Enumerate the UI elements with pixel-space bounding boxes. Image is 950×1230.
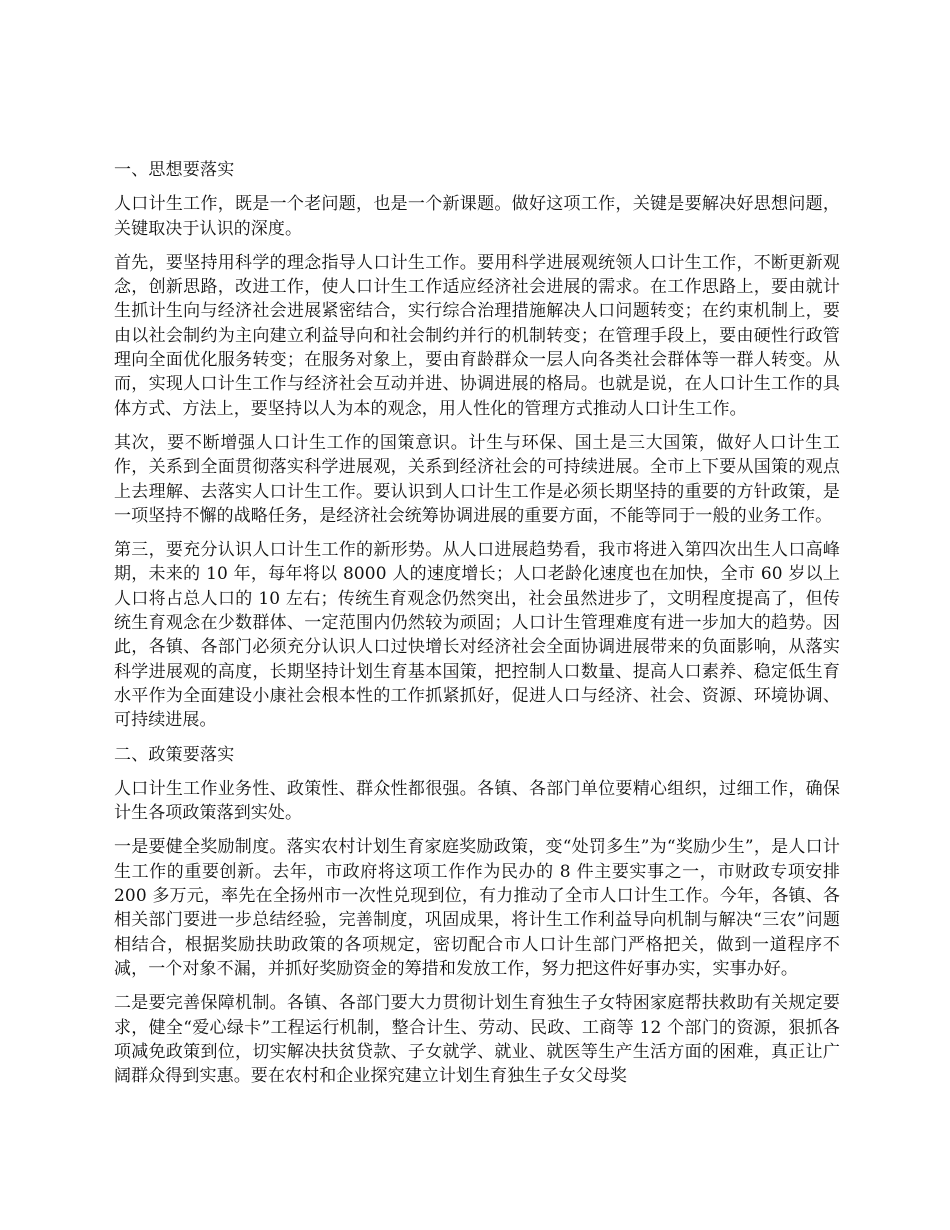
paragraph: 人口计生工作，既是一个老问题，也是一个新课题。做好这项工作，关键是要解决好思想问题，关键取决于认识的深度。 — [114, 194, 840, 239]
document-body — [114, 158, 840, 1098]
section-heading-policy: 二、政策要落实 — [114, 744, 235, 765]
paragraph: 一是要健全奖励制度。落实农村计划生育家庭奖励政策，变“处罚多生”为“奖励少生”，是人口计生工作的重要创新。去年，市政府将这项工作作为民办的 8 件主要实事之一，市财政专项安排 200 多万元，率先在全扬州市一次性兑现到位，有力推动了全市人口计生工作。今年，各镇、各相关部门要进一步总结经验，完善制度，巩固成果，将计生工作利益导向机制与解决“三农”问题相结合，根据奖励扶助政策的各项规定，密切配合市人口计生部门严格把关，做到一道程序不减，一个对象不漏，并抓好奖励资金的筹措和发放工作，努力把这件好事办实，实事办好。 — [114, 837, 840, 979]
section-heading-ideology: 一、思想要落实 — [114, 160, 235, 180]
paragraph: 首先，要坚持用科学的理念指导人口计生工作。要用科学进展观统领人口计生工作，不断更新观念，创新思路，改进工作，使人口计生工作适应经济社会进展的需求。在工作思路上，要由就计生抓计生向与经济社会进展紧密结合，实行综合治理措施解决人口问题转变；在约束机制上，要由以社会制约为主向建立利益导向和社会制约并行的机制转变；在管理手段上，要由硬性行政管理向全面优化服务转变；在服务对象上，要由育龄群众一层人向各类社会群体等一群人转变。从而，实现人口计生工作与经济社会互动并进、协调进展的格局。也就是说，在人口计生工作的具体方式、方法上，要坚持以人为本的观念，用人性化的管理方式推动人口计生工作。 — [114, 252, 840, 419]
paragraph: 人口计生工作业务性、政策性、群众性都很强。各镇、各部门单位要精心组织，过细工作，确保计生各项政策落到实处。 — [114, 778, 840, 824]
paragraph: 二是要完善保障机制。各镇、各部门要大力贯彻计划生育独生子女特困家庭帮扶救助有关规定要求，健全“爱心绿卡”工程运行机制，整合计生、劳动、民政、工商等 12 个部门的资源，狠抓各项减免政策到位，切实解决扶贫贷款、子女就学、就业、就医等生产生活方面的困难，真正让广阔群众得到实惠。要在农村和企业探究建立计划生育独生子女父母奖 — [114, 993, 840, 1087]
paragraph: 其次，要不断增强人口计生工作的国策意识。计生与环保、国土是三大国策，做好人口计生工作，关系到全面贯彻落实科学进展观，关系到经济社会的可持续进展。全市上下要从国策的观点上去理解、去落实人口计生工作。要认识到人口计生工作是必须长期坚持的重要的方针政策，是一项坚持不懈的战略任务，是经济社会统筹协调进展的重要方面，不能等同于一般的业务工作。 — [114, 432, 840, 526]
paragraph: 第三，要充分认识人口计生工作的新形势。从人口进展趋势看，我市将进入第四次出生人口高峰期，未来的 10 年，每年将以 8000 人的速度增长；人口老龄化速度也在加快，全市 60 岁以上人口将占总人口的 10 左右；传统生育观念仍然突出，社会虽然进步了，文明程度提高了，但传统生育观念在少数群体、一定范围内仍然较为顽固；人口计生管理难度有进一步加大的趋势。因此，各镇、各部门必须充分认识人口过快增长对经济社会全面协调进展带来的负面影响，从落实科学进展观的高度，长期坚持计划生育基本国策，把控制人口数量、提高人口素养、稳定低生育水平作为全面建设小康社会根本性的工作抓紧抓好，促进人口与经济、社会、资源、环境协调、可持续进展。 — [114, 540, 840, 731]
